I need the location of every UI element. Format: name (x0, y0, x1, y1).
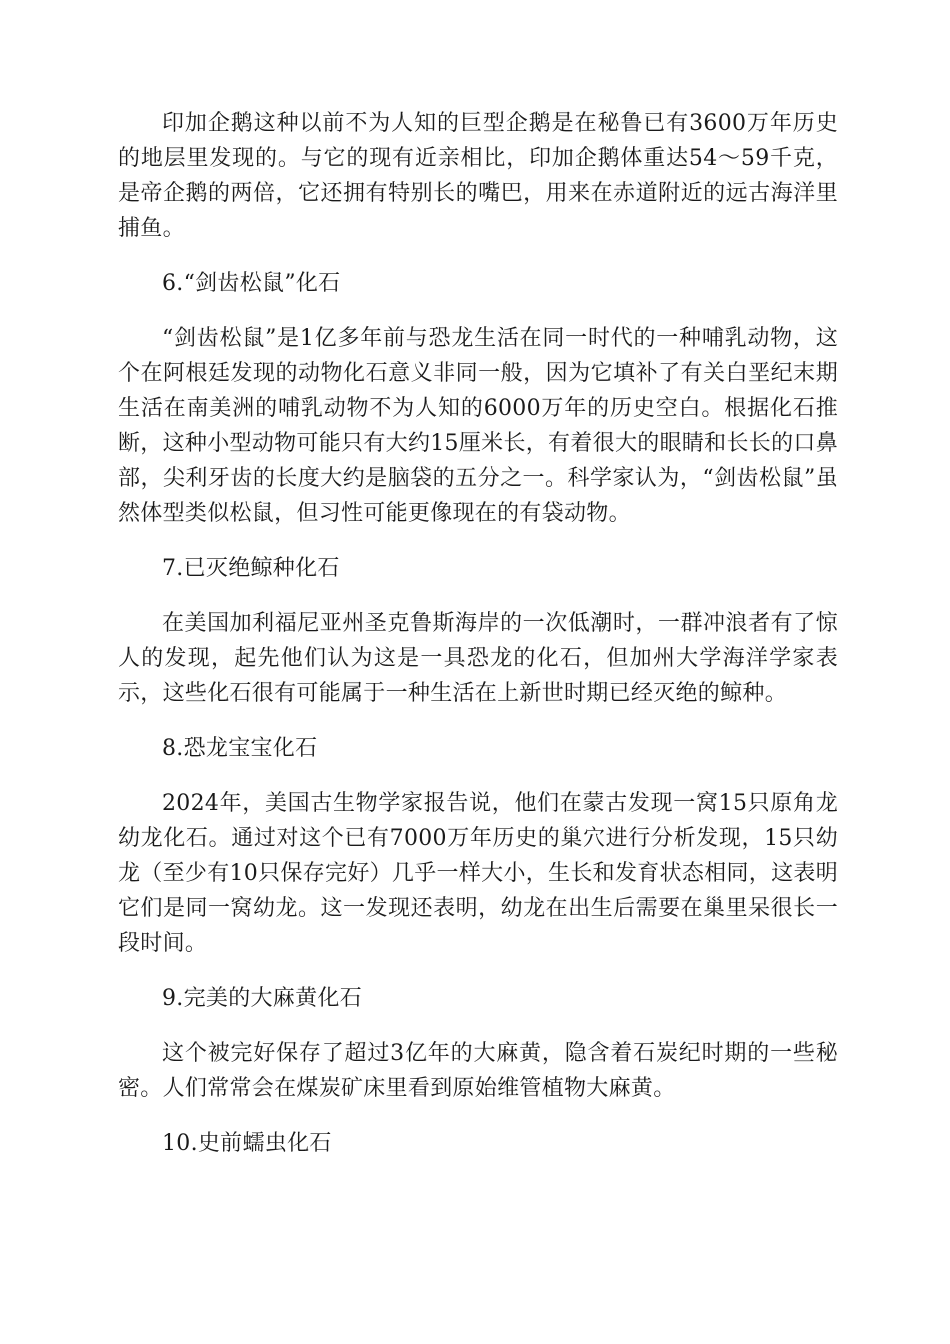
paragraph-extinct-whale: 在美国加利福尼亚州圣克鲁斯海岸的一次低潮时，一群冲浪者有了惊人的发现，起先他们认为这是一具恐龙的化石，但加州大学海洋学家表示，这些化石很有可能属于一种生活在上新世时期已经灭绝的鲸种。 (118, 611, 838, 706)
heading-prehistoric-worm: 10.史前蠕虫化石 (162, 1131, 332, 1156)
heading-saber-tooth-squirrel: 6.“剑齿松鼠”化石 (162, 271, 341, 296)
paragraph-dinosaur-babies: 2024年，美国古生物学家报告说，他们在蒙古发现一窝15只原角龙幼龙化石。通过对这个已有7000万年历史的巢穴进行分析发现，15只幼龙（至少有10只保存完好）几乎一样大小，生长和发育状态相同，这表明它们是同一窝幼龙。这一发现还表明，幼龙在出生后需要在巢里呆很长一段时间。 (118, 791, 838, 956)
paragraph-inca-penguin: 印加企鹅这种以前不为人知的巨型企鹅是在秘鲁已有3600万年历史的地层里发现的。与它的现有近亲相比，印加企鹅体重达54～59千克，是帝企鹅的两倍，它还拥有特别长的嘴巴，用来在赤道附近的远古海洋里捕鱼。 (118, 111, 838, 241)
paragraph-saber-tooth-squirrel: “剑齿松鼠”是1亿多年前与恐龙生活在同一时代的一种哺乳动物，这个在阿根廷发现的动物化石意义非同一般，因为它填补了有关白垩纪末期生活在南美洲的哺乳动物不为人知的6000万年的历史空白。根据化石推断，这种小型动物可能只有大约15厘米长，有着很大的眼睛和长长的口鼻部，尖利牙齿的长度大约是脑袋的五分之一。科学家认为，“剑齿松鼠”虽然体型类似松鼠，但习性可能更像现在的有袋动物。 (118, 326, 838, 526)
paragraph-ephedra: 这个被完好保存了超过3亿年的大麻黄，隐含着石炭纪时期的一些秘密。人们常常会在煤炭矿床里看到原始维管植物大麻黄。 (118, 1041, 838, 1101)
heading-dinosaur-babies: 8.恐龙宝宝化石 (162, 736, 318, 761)
document-body (118, 106, 838, 1181)
heading-extinct-whale: 7.已灭绝鲸种化石 (162, 556, 340, 581)
heading-ephedra: 9.完美的大麻黄化石 (162, 986, 362, 1011)
